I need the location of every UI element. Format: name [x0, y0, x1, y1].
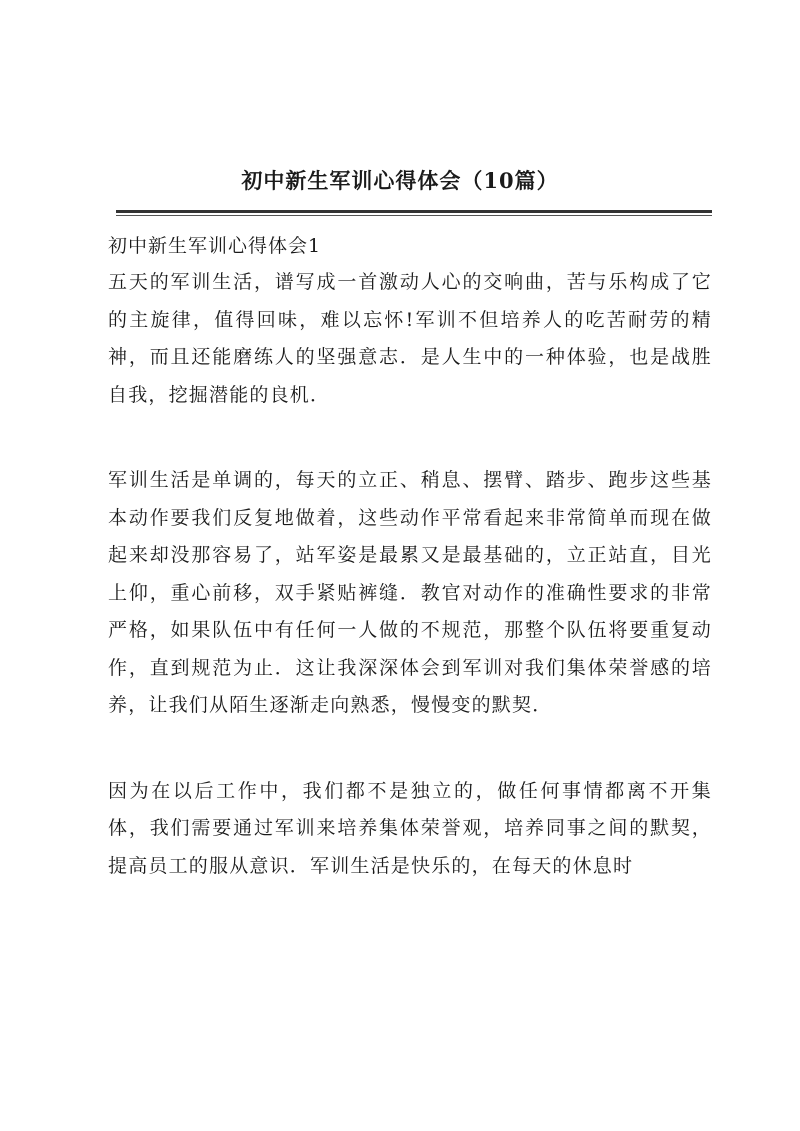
section-heading: 初中新生军训心得体会1 [108, 235, 322, 257]
title-divider [116, 210, 712, 213]
paragraph-spacer [108, 725, 712, 773]
document-body [108, 228, 712, 885]
title-divider-thin [116, 215, 712, 216]
paragraph-3: 因为在以后工作中，我们都不是独立的，做任何事情都离不开集体，我们需要通过军训来培养集体荣誉观，培养同事之间的默契，提高员工的服从意识．军训生活是快乐的，在每天的休息时 [108, 779, 712, 877]
paragraph-spacer [108, 414, 712, 462]
document-title: 初中新生军训心得体会（10篇） [241, 168, 559, 193]
paragraph-1: 五天的军训生活，谱写成一首激动人心的交响曲，苦与乐构成了它的主旋律，值得回味，难以忘怀!军训不但培养人的吃苦耐劳的精神，而且还能磨练人的坚强意志．是人生中的一种体验，也是战胜自我，挖掘潜能的良机． [108, 271, 712, 406]
paragraph-2: 军训生活是单调的，每天的立正、稍息、摆臂、踏步、跑步这些基本动作要我们反复地做着，这些动作平常看起来非常简单而现在做起来却没那容易了，站军姿是最累又是最基础的，立正站直，目光上仰，重心前移，双手紧贴裤缝．教官对动作的准确性要求的非常严格，如果队伍中有任何一人做的不规范，那整个队伍将要重复动作，直到规范为止．这让我深深体会到军训对我们集体荣誉感的培养，让我们从陌生逐渐走向熟悉，慢慢变的默契． [108, 469, 712, 716]
